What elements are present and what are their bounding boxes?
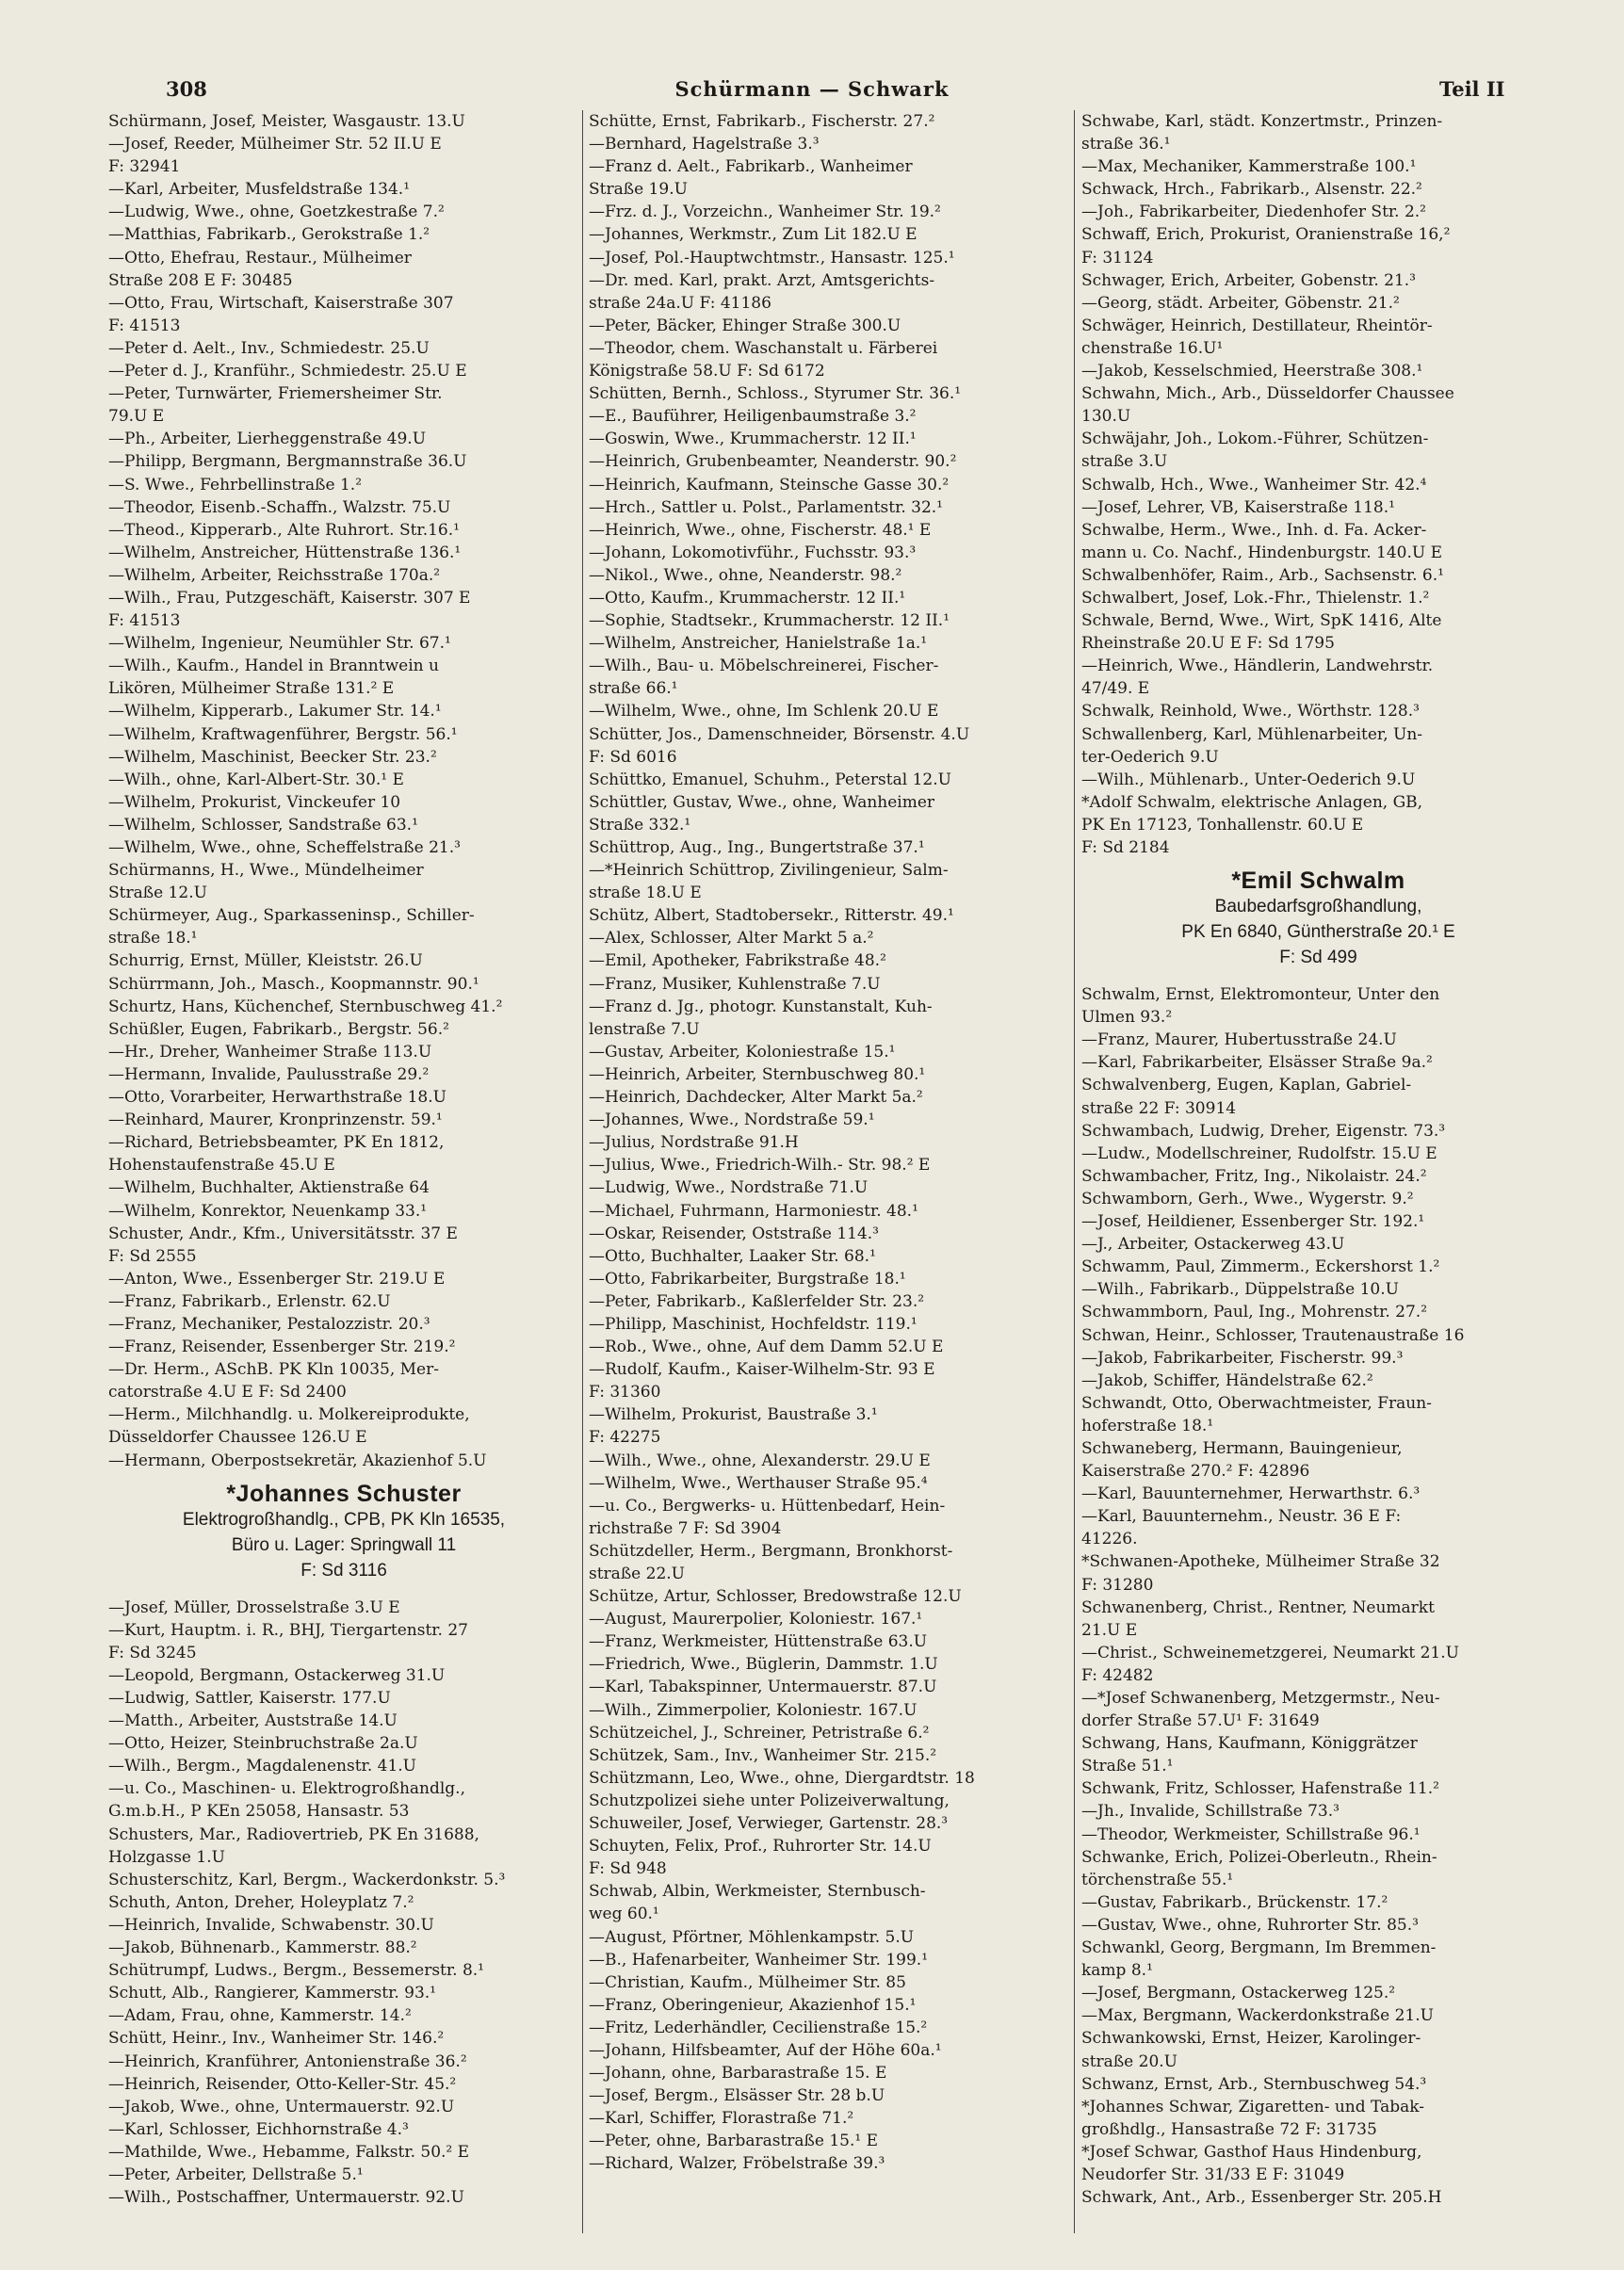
directory-entry: —Karl, Schlosser, Eichhornstraße 4.³ (108, 2119, 409, 2139)
directory-entry: Schwambacher, Fritz, Ing., Nikolaistr. 24.² (1081, 1166, 1427, 1186)
directory-entry: Schürrmann, Joh., Masch., Koopmannstr. 90.¹ (108, 974, 479, 994)
directory-entry: —Fritz, Lederhändler, Cecilienstraße 15.² (589, 2018, 928, 2037)
directory-entry: —Franz, Reisender, Essenberger Str. 219.² (108, 1338, 456, 1357)
directory-entry: 41226. (1081, 1530, 1138, 1549)
directory-entry: Schüttrop, Aug., Ing., Bungertstraße 37.¹ (589, 838, 925, 857)
directory-entry: Schürmanns, H., Wwe., Mündelheimer (108, 861, 424, 881)
directory-entry: —Heinrich, Invalide, Schwabenstr. 30.U (108, 1915, 434, 1935)
directory-entry: —Joh., Fabrikarbeiter, Diedenhofer Str. 2.² (1081, 203, 1426, 222)
directory-entry: —Jakob, Kesselschmied, Heerstraße 308.¹ (1081, 362, 1423, 381)
directory-entry: —Wilh., Wwe., ohne, Alexanderstr. 29.U E (589, 1451, 931, 1470)
directory-entry: —Johannes, Werkmstr., Zum Lit 182.U E (589, 225, 918, 245)
directory-entry: Schwandt, Otto, Oberwachtmeister, Fraun- (1081, 1393, 1432, 1413)
directory-entry: —Friedrich, Wwe., Büglerin, Dammstr. 1.U (589, 1655, 938, 1675)
directory-entry: —Ludwig, Wwe., Nordstraße 71.U (589, 1178, 869, 1198)
directory-entry: Schwale, Bernd, Wwe., Wirt, SpK 1416, Alte (1081, 611, 1442, 631)
directory-entry: straße 66.¹ (589, 679, 678, 699)
directory-entry: Schütz, Albert, Stadtobersekr., Ritterstr. 49.¹ (589, 906, 954, 926)
column-1-entries-bottom (108, 1597, 579, 2210)
directory-entry: —Gustav, Wwe., ohne, Ruhrorter Str. 85.³ (1081, 1915, 1419, 1935)
directory-entry: Schwan, Heinr., Schlosser, Trautenaustraße 16 (1081, 1325, 1465, 1345)
directory-entry: —Heinrich, Wwe., ohne, Fischerstr. 48.¹ E (589, 520, 932, 540)
directory-entry: —Julius, Wwe., Friedrich-Wilh.- Str. 98.² E (589, 1156, 931, 1176)
directory-entry: törchenstraße 55.¹ (1081, 1870, 1234, 1889)
directory-entry: Ulmen 93.² (1081, 1008, 1173, 1028)
directory-entry: Schuweiler, Josef, Verwieger, Gartenstr. 28.³ (589, 1814, 949, 1834)
directory-entry: PK En 17123, Tonhallenstr. 60.U E (1081, 815, 1364, 835)
directory-entry: —Theodor, Werkmeister, Schillstraße 96.¹ (1081, 1824, 1421, 1844)
directory-entry: —J., Arbeiter, Ostackerweg 43.U (1081, 1235, 1345, 1255)
directory-entry: Schwank, Fritz, Schlosser, Hafenstraße 11.² (1081, 1779, 1439, 1799)
directory-entry: —Jakob, Wwe., ohne, Untermauerstr. 92.U (108, 2097, 455, 2116)
directory-entry: —B., Hafenarbeiter, Wanheimer Str. 199.¹ (589, 1950, 929, 1970)
directory-entry: Schützmann, Leo, Wwe., ohne, Diergardtstr. 18 (589, 1768, 975, 1788)
directory-entry: —Matthias, Fabrikarb., Gerokstraße 1.² (108, 225, 430, 245)
directory-entry: Schwallenberg, Karl, Mühlenarbeiter, Un- (1081, 724, 1423, 744)
directory-entry: 79.U E (108, 407, 165, 427)
directory-entry: Schwaff, Erich, Prokurist, Oranienstraße 16,² (1081, 225, 1451, 245)
directory-entry: —Heinrich, Kranführer, Antonienstraße 36.² (108, 2051, 467, 2071)
directory-entry: —Wilhelm, Konrektor, Neuenkamp 33.¹ (108, 1201, 428, 1221)
directory-entry: Schwäjahr, Joh., Lokom.-Führer, Schützen- (1081, 430, 1429, 449)
directory-entry: —Anton, Wwe., Essenberger Str. 219.U E (108, 1269, 446, 1289)
directory-entry: —Bernhard, Hagelstraße 3.³ (589, 135, 820, 154)
directory-entry: —Jakob, Bühnenarb., Kammerstr. 88.² (108, 1938, 417, 1958)
directory-entry: straße 24a.U F: 41186 (589, 293, 771, 313)
directory-entry: —Michael, Fuhrmann, Harmoniestr. 48.¹ (589, 1201, 918, 1221)
directory-entry: —Theodor, Eisenb.-Schaffn., Walzstr. 75.U (108, 497, 451, 517)
directory-entry: —Dr. Herm., ASchB. PK Kln 10035, Mer- (108, 1360, 439, 1380)
directory-entry: Schürmeyer, Aug., Sparkasseninsp., Schiller- (108, 906, 475, 926)
advertisement-johannes-schuster (108, 1482, 579, 1583)
directory-entry: —Josef, Heildiener, Essenberger Str. 192.¹ (1081, 1212, 1425, 1232)
directory-entry: Schusters, Mar., Radiovertrieb, PK En 31688, (108, 1824, 479, 1844)
directory-entry: Schüttko, Emanuel, Schuhm., Peterstal 12.U (589, 770, 951, 789)
directory-entry: —Emil, Apotheker, Fabrikstraße 48.² (589, 951, 886, 971)
directory-entry: —Wilhelm, Prokurist, Vinckeufer 10 (108, 792, 401, 812)
directory-entry: —Jakob, Schiffer, Händelstraße 62.² (1081, 1370, 1373, 1390)
directory-entry: Schwahn, Mich., Arb., Düsseldorfer Chaussee (1081, 384, 1454, 404)
directory-entry: —Franz, Maurer, Hubertusstraße 24.U (1081, 1030, 1397, 1050)
directory-entry: Schwanenberg, Christ., Rentner, Neumarkt (1081, 1597, 1435, 1617)
directory-entry: Schützdeller, Herm., Bergmann, Bronkhorst- (589, 1541, 953, 1561)
directory-entry: —Philipp, Bergmann, Bergmannstraße 36.U (108, 452, 467, 472)
directory-entry: —Otto, Heizer, Steinbruchstraße 2a.U (108, 1734, 418, 1754)
directory-entry: —Christ., Schweinemetzgerei, Neumarkt 21.U (1081, 1643, 1459, 1662)
directory-entry: Schützeichel, J., Schreiner, Petristraße 6.² (589, 1723, 930, 1743)
directory-entry: Schwalk, Reinhold, Wwe., Wörthstr. 128.³ (1081, 702, 1420, 722)
ad-title: *Johannes Schuster (226, 1480, 462, 1507)
directory-entry: —Franz, Oberingenieur, Akazienhof 15.¹ (589, 1995, 917, 2015)
directory-entry: Kaiserstraße 270.² F: 42896 (1081, 1462, 1310, 1482)
directory-entry: Rheinstraße 20.U E F: Sd 1795 (1081, 634, 1335, 654)
directory-entry: Schwang, Hans, Kaufmann, Königgrätzer (1081, 1734, 1418, 1754)
directory-entry: —Johann, ohne, Barbarastraße 15. E (589, 2064, 887, 2084)
directory-entry: —Ph., Arbeiter, Lierheggenstraße 49.U (108, 430, 427, 449)
directory-entry: Hohenstaufenstraße 45.U E (108, 1156, 335, 1176)
column-divider (1074, 110, 1075, 2233)
directory-entry: —Wilhelm, Maschinist, Beecker Str. 23.² (108, 747, 437, 767)
directory-entry: 47/49. E (1081, 679, 1150, 699)
directory-entry: —Otto, Buchhalter, Laaker Str. 68.¹ (589, 1246, 876, 1266)
directory-entry: Schutzpolizei siehe unter Polizeiverwaltung, (589, 1791, 950, 1810)
directory-entry: —Wilh., Mühlenarb., Unter-Oederich 9.U (1081, 770, 1416, 789)
directory-entry: Schwalm, Ernst, Elektromonteur, Unter den (1081, 985, 1440, 1005)
directory-entry: —Johannes, Wwe., Nordstraße 59.¹ (589, 1111, 875, 1130)
directory-entry: —S. Wwe., Fehrbellinstraße 1.² (108, 475, 363, 495)
advertisement-emil-schwalm (1081, 868, 1555, 970)
directory-entry: Schüttler, Gustav, Wwe., ohne, Wanheimer (589, 792, 935, 812)
directory-entry: Schurrig, Ernst, Müller, Kleiststr. 26.U (108, 951, 423, 971)
directory-entry: *Adolf Schwalm, elektrische Anlagen, GB, (1081, 792, 1423, 812)
ad-line: F: Sd 499 (1279, 948, 1357, 968)
directory-entry: —Peter d. Aelt., Inv., Schmiedestr. 25.U (108, 338, 430, 358)
directory-entry: F: 31124 (1081, 248, 1154, 268)
directory-entry: *Schwanen-Apotheke, Mülheimer Straße 32 (1081, 1552, 1440, 1572)
column-3 (1081, 110, 1555, 2209)
directory-entry: —Heinrich, Wwe., Händlerin, Landwehrstr. (1081, 657, 1434, 676)
directory-entry: —Christian, Kaufm., Mülheimer Str. 85 (589, 1972, 906, 1992)
directory-entry: Schwaneberg, Hermann, Bauingenieur, (1081, 1438, 1403, 1458)
directory-entry: —Wilhelm, Anstreicher, Hanielstraße 1a.¹ (589, 634, 928, 654)
directory-entry: —Josef, Bergmann, Ostackerweg 125.² (1081, 1984, 1396, 2003)
directory-entry: —Wilh., Frau, Putzgeschäft, Kaiserstr. 307 E (108, 588, 471, 608)
directory-entry: —*Josef Schwanenberg, Metzgermstr., Neu- (1081, 1689, 1440, 1708)
directory-entry: —Karl, Bauunternehm., Neustr. 36 E F: (1081, 1507, 1402, 1527)
directory-entry: Schwamm, Paul, Zimmerm., Eckershorst 1.² (1081, 1257, 1440, 1277)
directory-entry: Schwalbert, Josef, Lok.-Fhr., Thielenstr. 1.² (1081, 588, 1430, 608)
column-2 (589, 110, 1060, 2176)
directory-entry: Schwalvenberg, Eugen, Kaplan, Gabriel- (1081, 1076, 1412, 1095)
directory-entry: —Goswin, Wwe., Krummacherstr. 12 II.¹ (589, 430, 917, 449)
directory-entry: —E., Bauführer, Heiligenbaumstraße 3.² (589, 407, 917, 427)
directory-entry: —Wilh., Bergm., Magdalenenstr. 41.U (108, 1757, 416, 1776)
ad-title: *Emil Schwalm (1231, 867, 1405, 895)
directory-entry: —Peter, ohne, Barbarastraße 15.¹ E (589, 2132, 879, 2151)
directory-entry: —Wilhelm, Wwe., Werthauser Straße 95.⁴ (589, 1473, 928, 1493)
directory-entry: —Karl, Arbeiter, Musfeldstraße 134.¹ (108, 180, 411, 200)
directory-entry: —Franz, Werkmeister, Hüttenstraße 63.U (589, 1632, 928, 1652)
column-1 (108, 110, 579, 2209)
directory-entry: —Franz, Musiker, Kuhlenstraße 7.U (589, 974, 881, 994)
directory-entry: —Franz d. Jg., photogr. Kunstanstalt, Kuh- (589, 997, 933, 1016)
directory-entry: Schütten, Bernh., Schloss., Styrumer Str. 36.¹ (589, 384, 962, 404)
directory-entry: —Wilhelm, Anstreicher, Hüttenstraße 136.¹ (108, 543, 462, 562)
directory-entry: —Oskar, Reisender, Oststraße 114.³ (589, 1224, 880, 1243)
directory-entry: Schwammborn, Paul, Ing., Mohrenstr. 27.² (1081, 1303, 1428, 1322)
directory-entry: —Richard, Walzer, Fröbelstraße 39.³ (589, 2154, 885, 2174)
directory-entry: Holzgasse 1.U (108, 1847, 225, 1867)
directory-entry: Schurtz, Hans, Küchenchef, Sternbuschweg 41.² (108, 997, 503, 1016)
directory-entry: F: 32941 (108, 157, 181, 177)
ad-line: Baubedarfsgroßhandlung, (1214, 897, 1422, 917)
directory-entry: —Philipp, Maschinist, Hochfeldstr. 119.¹ (589, 1314, 918, 1334)
directory-entry: ter-Oederich 9.U (1081, 747, 1219, 767)
directory-entry: —Karl, Fabrikarbeiter, Elsässer Straße 9a.² (1081, 1053, 1433, 1073)
directory-entry: Schuster, Andr., Kfm., Universitätsstr. 37 E (108, 1224, 458, 1243)
directory-entry: —Franz d. Aelt., Fabrikarb., Wanheimer (589, 157, 913, 177)
directory-entry: dorfer Straße 57.U¹ F: 31649 (1081, 1711, 1320, 1731)
directory-entry: —Theod., Kipperarb., Alte Ruhrort. Str.16.¹ (108, 520, 460, 540)
ad-line: F: Sd 3116 (300, 1560, 387, 1581)
directory-entry: F: Sd 2184 (1081, 838, 1170, 857)
directory-entry: Schwager, Erich, Arbeiter, Gobenstr. 21.³ (1081, 270, 1416, 290)
directory-entry: Schwambach, Ludwig, Dreher, Eigenstr. 73.³ (1081, 1121, 1446, 1141)
directory-entry: Schwack, Hrch., Fabrikarb., Alsenstr. 22.² (1081, 180, 1422, 200)
ad-line: PK En 6840, Güntherstraße 20.¹ E (1181, 922, 1455, 943)
directory-entry: —Ludwig, Sattler, Kaiserstr. 177.U (108, 1689, 391, 1708)
directory-entry: Schütter, Jos., Damenschneider, Börsenstr. 4.U (589, 724, 970, 744)
directory-entry: Likören, Mülheimer Straße 131.² E (108, 679, 395, 699)
directory-entry: —Josef, Bergm., Elsässer Str. 28 b.U (589, 2086, 885, 2106)
directory-entry: Neudorfer Str. 31/33 E F: 31049 (1081, 2165, 1345, 2184)
directory-entry: F: 42482 (1081, 1665, 1154, 1685)
directory-entry: Königstraße 58.U F: Sd 6172 (589, 362, 825, 381)
directory-entry: catorstraße 4.U E F: Sd 2400 (108, 1383, 347, 1403)
directory-entry: —August, Maurerpolier, Koloniestr. 167.¹ (589, 1610, 923, 1630)
directory-entry: F: Sd 6016 (589, 747, 677, 767)
directory-entry: —Johann, Hilfsbeamter, Auf der Höhe 60a.¹ (589, 2040, 942, 2060)
directory-entry: —Richard, Betriebsbeamter, PK En 1812, (108, 1133, 445, 1153)
ad-line: Elektrogroßhandlg., CPB, PK Kln 16535, (182, 1509, 506, 1530)
directory-entry: Straße 208 E F: 30485 (108, 270, 293, 290)
directory-entry: —Julius, Nordstraße 91.H (589, 1133, 799, 1153)
directory-entry: —Josef, Reeder, Mülheimer Str. 52 II.U E (108, 135, 442, 154)
directory-entry: Schütt, Heinr., Inv., Wanheimer Str. 146.² (108, 2029, 445, 2049)
directory-entry: —Rob., Wwe., ohne, Auf dem Damm 52.U E (589, 1338, 944, 1357)
directory-entry: —Hrch., Sattler u. Polst., Parlamentstr. 32.¹ (589, 497, 943, 517)
directory-entry: —Karl, Schiffer, Florastraße 71.² (589, 2109, 854, 2129)
directory-entry: —Peter, Fabrikarb., Kaßlerfelder Str. 23.² (589, 1291, 925, 1311)
directory-entry: Straße 332.¹ (589, 815, 691, 835)
directory-entry: —Otto, Frau, Wirtschaft, Kaiserstraße 307 (108, 293, 454, 313)
directory-entry: Schwamborn, Gerh., Wwe., Wygerstr. 9.² (1081, 1189, 1414, 1208)
directory-entry: —Wilhelm, Schlosser, Sandstraße 63.¹ (108, 815, 418, 835)
directory-entry: Schüßler, Eugen, Fabrikarb., Bergstr. 56.² (108, 1019, 449, 1039)
directory-entry: F: 42275 (589, 1428, 661, 1448)
directory-entry: F: 41513 (108, 611, 181, 631)
directory-entry: Schwäger, Heinrich, Destillateur, Rheintör- (1081, 316, 1433, 335)
directory-entry: —Jh., Invalide, Schillstraße 73.³ (1081, 1802, 1340, 1822)
directory-entry: —Otto, Kaufm., Krummacherstr. 12 II.¹ (589, 588, 906, 608)
directory-entry: straße 3.U (1081, 452, 1168, 472)
directory-entry: Schwalbe, Herm., Wwe., Inh. d. Fa. Acker- (1081, 520, 1427, 540)
directory-entry: Schutt, Alb., Rangierer, Kammerstr. 93.¹ (108, 1984, 436, 2003)
directory-entry: —Ludwig, Wwe., ohne, Goetzkestraße 7.² (108, 203, 445, 222)
directory-entry: —Heinrich, Dachdecker, Alter Markt 5a.² (589, 1088, 923, 1108)
directory-entry: —Wilh., ohne, Karl-Albert-Str. 30.¹ E (108, 770, 404, 789)
page-number: 308 (166, 77, 207, 101)
directory-entry: —Hermann, Oberpostsekretär, Akazienhof 5.U (108, 1451, 487, 1470)
directory-entry: —Franz, Fabrikarb., Erlenstr. 62.U (108, 1291, 391, 1311)
directory-entry: —Gustav, Fabrikarb., Brückenstr. 17.² (1081, 1892, 1389, 1912)
directory-entry: —Wilhelm, Wwe., ohne, Scheffelstraße 21.³ (108, 838, 461, 857)
directory-entry: Schwark, Ant., Arb., Essenberger Str. 205.H (1081, 2188, 1442, 2208)
directory-entry: F: Sd 2555 (108, 1246, 197, 1266)
directory-entry: weg 60.¹ (589, 1905, 659, 1924)
directory-entry: Schuyten, Felix, Prof., Ruhrorter Str. 14.U (589, 1837, 932, 1857)
column-3-entries-bottom (1081, 983, 1555, 2209)
directory-entry: —Karl, Tabakspinner, Untermauerstr. 87.U (589, 1678, 937, 1697)
directory-entry: —Hr., Dreher, Wanheimer Straße 113.U (108, 1042, 432, 1062)
directory-entry: Düsseldorfer Chaussee 126.U E (108, 1428, 367, 1448)
directory-entry: Schützek, Sam., Inv., Wanheimer Str. 215.² (589, 1745, 937, 1765)
directory-entry: Straße 12.U (108, 884, 207, 903)
directory-entry: —Max, Bergmann, Wackerdonkstraße 21.U (1081, 2006, 1434, 2026)
directory-entry: —Alex, Schlosser, Alter Markt 5 a.² (589, 929, 874, 949)
part-label: Teil II (1439, 77, 1505, 101)
directory-entry: straße 18.¹ (108, 929, 198, 949)
directory-entry: F: 31360 (589, 1383, 661, 1403)
directory-entry: straße 36.¹ (1081, 135, 1171, 154)
directory-entry: Schwankowski, Ernst, Heizer, Karolinger- (1081, 2029, 1421, 2049)
directory-entry: —Otto, Ehefrau, Restaur., Mülheimer (108, 248, 412, 268)
directory-entry: —Adam, Frau, ohne, Kammerstr. 14.² (108, 2006, 412, 2026)
directory-entry: Schwanz, Ernst, Arb., Sternbuschweg 54.³ (1081, 2074, 1427, 2094)
directory-entry: —Otto, Vorarbeiter, Herwarthstraße 18.U (108, 1088, 447, 1108)
directory-entry: —u. Co., Maschinen- u. Elektrogroßhandlg., (108, 1779, 465, 1799)
directory-entry: —Georg, städt. Arbeiter, Göbenstr. 21.² (1081, 293, 1400, 313)
directory-entry: *Johannes Schwar, Zigaretten- und Tabak- (1081, 2097, 1424, 2116)
directory-entry: —Matth., Arbeiter, Auststraße 14.U (108, 1711, 398, 1731)
ad-line: Büro u. Lager: Springwall 11 (231, 1534, 457, 1555)
directory-entry: Schusterschitz, Karl, Bergm., Wackerdonkstr. 5.³ (108, 1870, 506, 1889)
directory-entry: chenstraße 16.U¹ (1081, 338, 1224, 358)
directory-entry: —Sophie, Stadtsekr., Krummacherstr. 12 II.¹ (589, 611, 950, 631)
column-3-entries-top (1081, 110, 1555, 859)
directory-entry: —Johann, Lokomotivführ., Fuchsstr. 93.³ (589, 543, 917, 562)
directory-entry: —Hermann, Invalide, Paulusstraße 29.² (108, 1064, 430, 1084)
directory-entry: —Wilh., Postschaffner, Untermauerstr. 92.U (108, 2188, 464, 2208)
directory-entry: richstraße 7 F: Sd 3904 (589, 1518, 782, 1538)
directory-entry: —Kurt, Hauptm. i. R., BHJ, Tiergartenstr. 27 (108, 1620, 468, 1640)
directory-entry: —Dr. med. Karl, prakt. Arzt, Amtsgerichts- (589, 270, 935, 290)
directory-entry: —Jakob, Fabrikarbeiter, Fischerstr. 99.³ (1081, 1348, 1404, 1368)
directory-entry: —Wilh., Zimmerpolier, Koloniestr. 167.U (589, 1700, 918, 1720)
directory-entry: Schütte, Ernst, Fabrikarb., Fischerstr. 27.² (589, 112, 935, 131)
directory-entry: Schwalb, Hch., Wwe., Wanheimer Str. 42.⁴ (1081, 475, 1427, 495)
directory-entry: straße 20.U (1081, 2051, 1177, 2071)
directory-entry: Straße 19.U (589, 180, 688, 200)
directory-entry: —Theodor, chem. Waschanstalt u. Färberei (589, 338, 938, 358)
directory-entry: Schuth, Anton, Dreher, Holeyplatz 7.² (108, 1892, 414, 1912)
directory-entry: —Mathilde, Wwe., Hebamme, Falkstr. 50.² E (108, 2142, 470, 2162)
directory-entry: —Wilhelm, Kraftwagenführer, Bergstr. 56.¹ (108, 724, 458, 744)
directory-entry: —Nikol., Wwe., ohne, Neanderstr. 98.² (589, 565, 902, 585)
directory-entry: Schütrumpf, Ludws., Bergm., Bessemerstr. 8.¹ (108, 1961, 484, 1981)
directory-entry: —Peter, Bäcker, Ehinger Straße 300.U (589, 316, 901, 335)
directory-entry: Schütze, Artur, Schlosser, Bredowstraße 12.U (589, 1587, 962, 1607)
directory-entry: 130.U (1081, 407, 1131, 427)
directory-entry: —Heinrich, Reisender, Otto-Keller-Str. 45.² (108, 2074, 457, 2094)
directory-entry: —Rudolf, Kaufm., Kaiser-Wilhelm-Str. 93 E (589, 1360, 935, 1380)
directory-entry: mann u. Co. Nachf., Hindenburgstr. 140.U E (1081, 543, 1442, 562)
directory-entry: —Franz, Mechaniker, Pestalozzistr. 20.³ (108, 1314, 430, 1334)
directory-entry: kamp 8.¹ (1081, 1961, 1153, 1981)
directory-entry: —Wilhelm, Arbeiter, Reichsstraße 170a.² (108, 565, 441, 585)
directory-entry: —Gustav, Arbeiter, Koloniestraße 15.¹ (589, 1042, 896, 1062)
column-2-entries (589, 110, 1060, 2176)
directory-entry: —Reinhard, Maurer, Kronprinzenstr. 59.¹ (108, 1111, 443, 1130)
directory-entry: —*Heinrich Schüttrop, Zivilingenieur, Salm- (589, 861, 949, 881)
directory-entry: —Josef, Lehrer, VB, Kaiserstraße 118.¹ (1081, 497, 1395, 517)
directory-entry: —Wilh., Bau- u. Möbelschreinerei, Fischer- (589, 657, 939, 676)
directory-entry: —Wilhelm, Buchhalter, Aktienstraße 64 (108, 1178, 430, 1198)
directory-entry: —Otto, Fabrikarbeiter, Burgstraße 18.¹ (589, 1269, 906, 1289)
directory-entry: —Peter, Turnwärter, Friemersheimer Str. (108, 384, 443, 404)
directory-entry: straße 22.U (589, 1565, 685, 1583)
directory-entry: 21.U E (1081, 1620, 1138, 1640)
directory-entry: —Wilhelm, Ingenieur, Neumühler Str. 67.¹ (108, 634, 451, 654)
directory-entry: —Wilh., Fabrikarb., Düppelstraße 10.U (1081, 1280, 1399, 1300)
directory-entry: Schwalbenhöfer, Raim., Arb., Sachsenstr. 6.¹ (1081, 565, 1444, 585)
directory-entry: —Karl, Bauunternehmer, Herwarthstr. 6.³ (1081, 1484, 1421, 1504)
directory-entry: hoferstraße 18.¹ (1081, 1416, 1214, 1435)
directory-entry: —Heinrich, Grubenbeamter, Neanderstr. 90.² (589, 452, 957, 472)
directory-entry: großhdlg., Hansastraße 72 F: 31735 (1081, 2119, 1377, 2139)
directory-entry: Straße 51.¹ (1081, 1757, 1174, 1776)
directory-entry: —Peter, Arbeiter, Dellstraße 5.¹ (108, 2165, 364, 2184)
column-divider (582, 110, 583, 2233)
directory-entry: F: 41513 (108, 316, 181, 335)
directory-entry: straße 18.U E (589, 884, 702, 903)
directory-entry: —Heinrich, Kaufmann, Steinsche Gasse 30.² (589, 475, 950, 495)
directory-entry: —Wilh., Kaufm., Handel in Branntwein u (108, 657, 439, 676)
directory-entry: —Wilhelm, Wwe., ohne, Im Schlenk 20.U E (589, 702, 939, 722)
directory-entry: —Josef, Pol.-Hauptwchtmstr., Hansastr. 125.¹ (589, 248, 955, 268)
directory-entry: Schwankl, Georg, Bergmann, Im Bremmen- (1081, 1938, 1437, 1958)
directory-entry: straße 22 F: 30914 (1081, 1098, 1237, 1118)
directory-entry: F: Sd 948 (589, 1859, 667, 1879)
directory-entry: Schwabe, Karl, städt. Konzertmstr., Prinzen- (1081, 112, 1443, 131)
directory-entry: Schürmann, Josef, Meister, Wasgaustr. 13.U (108, 112, 465, 131)
directory-entry: *Josef Schwar, Gasthof Haus Hindenburg, (1081, 2142, 1422, 2162)
directory-entry: —August, Pförtner, Möhlenkampstr. 5.U (589, 1927, 915, 1947)
directory-entry: —Leopold, Bergmann, Ostackerweg 31.U (108, 1665, 446, 1685)
directory-entry: —Wilhelm, Prokurist, Baustraße 3.¹ (589, 1405, 878, 1425)
directory-entry: Schwanke, Erich, Polizei-Oberleutn., Rhein- (1081, 1847, 1437, 1867)
column-1-entries-top (108, 110, 579, 1472)
directory-entry: —u. Co., Bergwerks- u. Hüttenbedarf, Hein- (589, 1496, 946, 1516)
directory-entry: Schwab, Albin, Werkmeister, Sternbusch- (589, 1882, 926, 1902)
directory-entry: —Frz. d. J., Vorzeichn., Wanheimer Str. 19.² (589, 203, 941, 222)
directory-entry: —Peter d. J., Kranführ., Schmiedestr. 25.U E (108, 362, 467, 381)
page-title: Schürmann — Schwark (674, 77, 950, 101)
directory-entry: —Heinrich, Arbeiter, Sternbuschweg 80.¹ (589, 1064, 926, 1084)
directory-entry: F: Sd 3245 (108, 1643, 197, 1662)
directory-entry: —Wilhelm, Kipperarb., Lakumer Str. 14.¹ (108, 702, 442, 722)
directory-entry: G.m.b.H., P KEn 25058, Hansastr. 53 (108, 1802, 410, 1822)
directory-entry: —Ludw., Modellschreiner, Rudolfstr. 15.U E (1081, 1143, 1437, 1163)
directory-entry: —Max, Mechaniker, Kammerstraße 100.¹ (1081, 157, 1417, 177)
directory-entry: —Herm., Milchhandlg. u. Molkereiprodukte, (108, 1405, 470, 1425)
directory-entry: F: 31280 (1081, 1575, 1154, 1595)
directory-entry: lenstraße 7.U (589, 1019, 700, 1039)
directory-entry: —Josef, Müller, Drosselstraße 3.U E (108, 1597, 400, 1617)
